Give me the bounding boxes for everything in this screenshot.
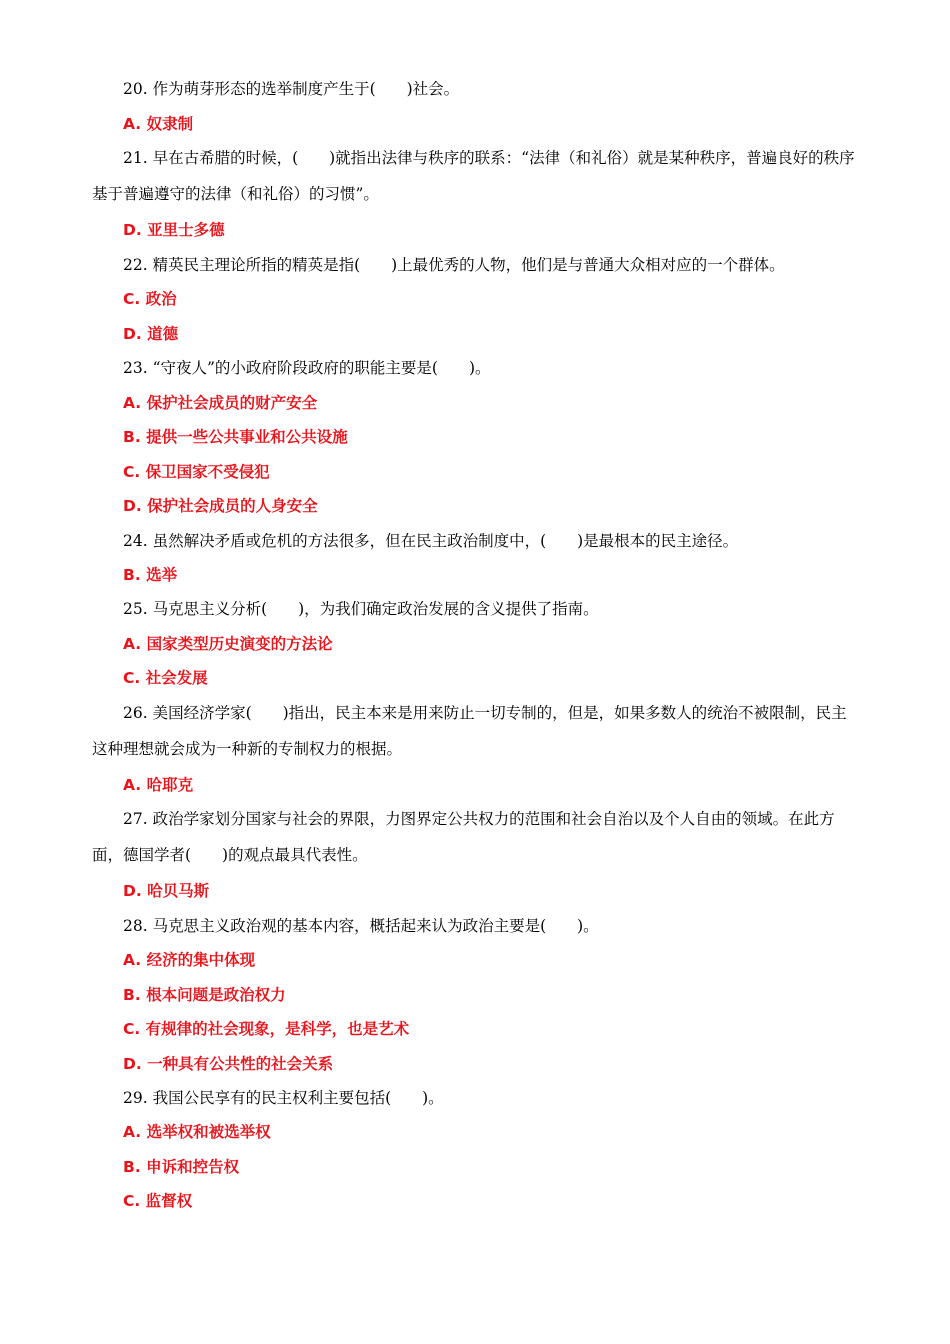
answer-22-d: D. 道德 (123, 325, 179, 343)
answer-23-c: C. 保卫国家不受侵犯 (123, 463, 270, 481)
answer-23-d: D. 保护社会成员的人身安全 (123, 497, 318, 515)
question-25: 25. 马克思主义分析( )，为我们确定政治发展的含义提供了指南。 (123, 600, 599, 618)
answer-24-b: B. 选举 (123, 566, 178, 584)
answer-22-c: C. 政治 (123, 290, 177, 308)
answer-26-a: A. 哈耶克 (123, 776, 194, 794)
question-23: 23. “守夜人”的小政府阶段政府的职能主要是( )。 (123, 359, 491, 377)
answer-25-c: C. 社会发展 (123, 669, 208, 687)
answer-29-c: C. 监督权 (123, 1192, 193, 1210)
question-21: 21. 早在古希腊的时候，( )就指出法律与秩序的联系：“法律（和礼俗）就是某种秩序，普遍良好的秩序基于普遍遵守的法律（和礼俗）的习惯”。 (92, 149, 855, 203)
answer-20-a: A. 奴隶制 (123, 115, 194, 133)
question-29: 29. 我国公民享有的民主权利主要包括( )。 (123, 1089, 444, 1107)
question-22: 22. 精英民主理论所指的精英是指( )上最优秀的人物，他们是与普通大众相对应的一个群体。 (123, 256, 785, 274)
answer-28-c: C. 有规律的社会现象，是科学，也是艺术 (123, 1020, 410, 1038)
answer-28-b: B. 根本问题是政治权力 (123, 986, 286, 1004)
answer-29-a: A. 选举权和被选举权 (123, 1123, 271, 1141)
answer-28-a: A. 经济的集中体现 (123, 951, 256, 969)
answer-25-a: A. 国家类型历史演变的方法论 (123, 635, 333, 653)
answer-21-d: D. 亚里士多德 (123, 221, 225, 239)
question-26: 26. 美国经济学家( )指出，民主本来是用来防止一切专制的，但是，如果多数人的统治不被限制，民主这种理想就会成为一种新的专制权力的根据。 (92, 704, 847, 758)
answer-23-b: B. 提供一些公共事业和公共设施 (123, 428, 348, 446)
question-28: 28. 马克思主义政治观的基本内容，概括起来认为政治主要是( )。 (123, 917, 599, 935)
answer-23-a: A. 保护社会成员的财产安全 (123, 394, 318, 412)
question-24: 24. 虽然解决矛盾或危机的方法很多，但在民主政治制度中，( )是最根本的民主途径。 (123, 532, 739, 550)
question-27: 27. 政治学家划分国家与社会的界限，力图界定公共权力的范围和社会自治以及个人自由的领域。在此方面，德国学者( )的观点最具代表性。 (92, 810, 835, 864)
answer-29-b: B. 申诉和控告权 (123, 1158, 240, 1176)
answer-28-d: D. 一种具有公共性的社会关系 (123, 1055, 334, 1073)
answer-27-d: D. 哈贝马斯 (123, 882, 210, 900)
question-20: 20. 作为萌芽形态的选举制度产生于( )社会。 (123, 80, 460, 98)
